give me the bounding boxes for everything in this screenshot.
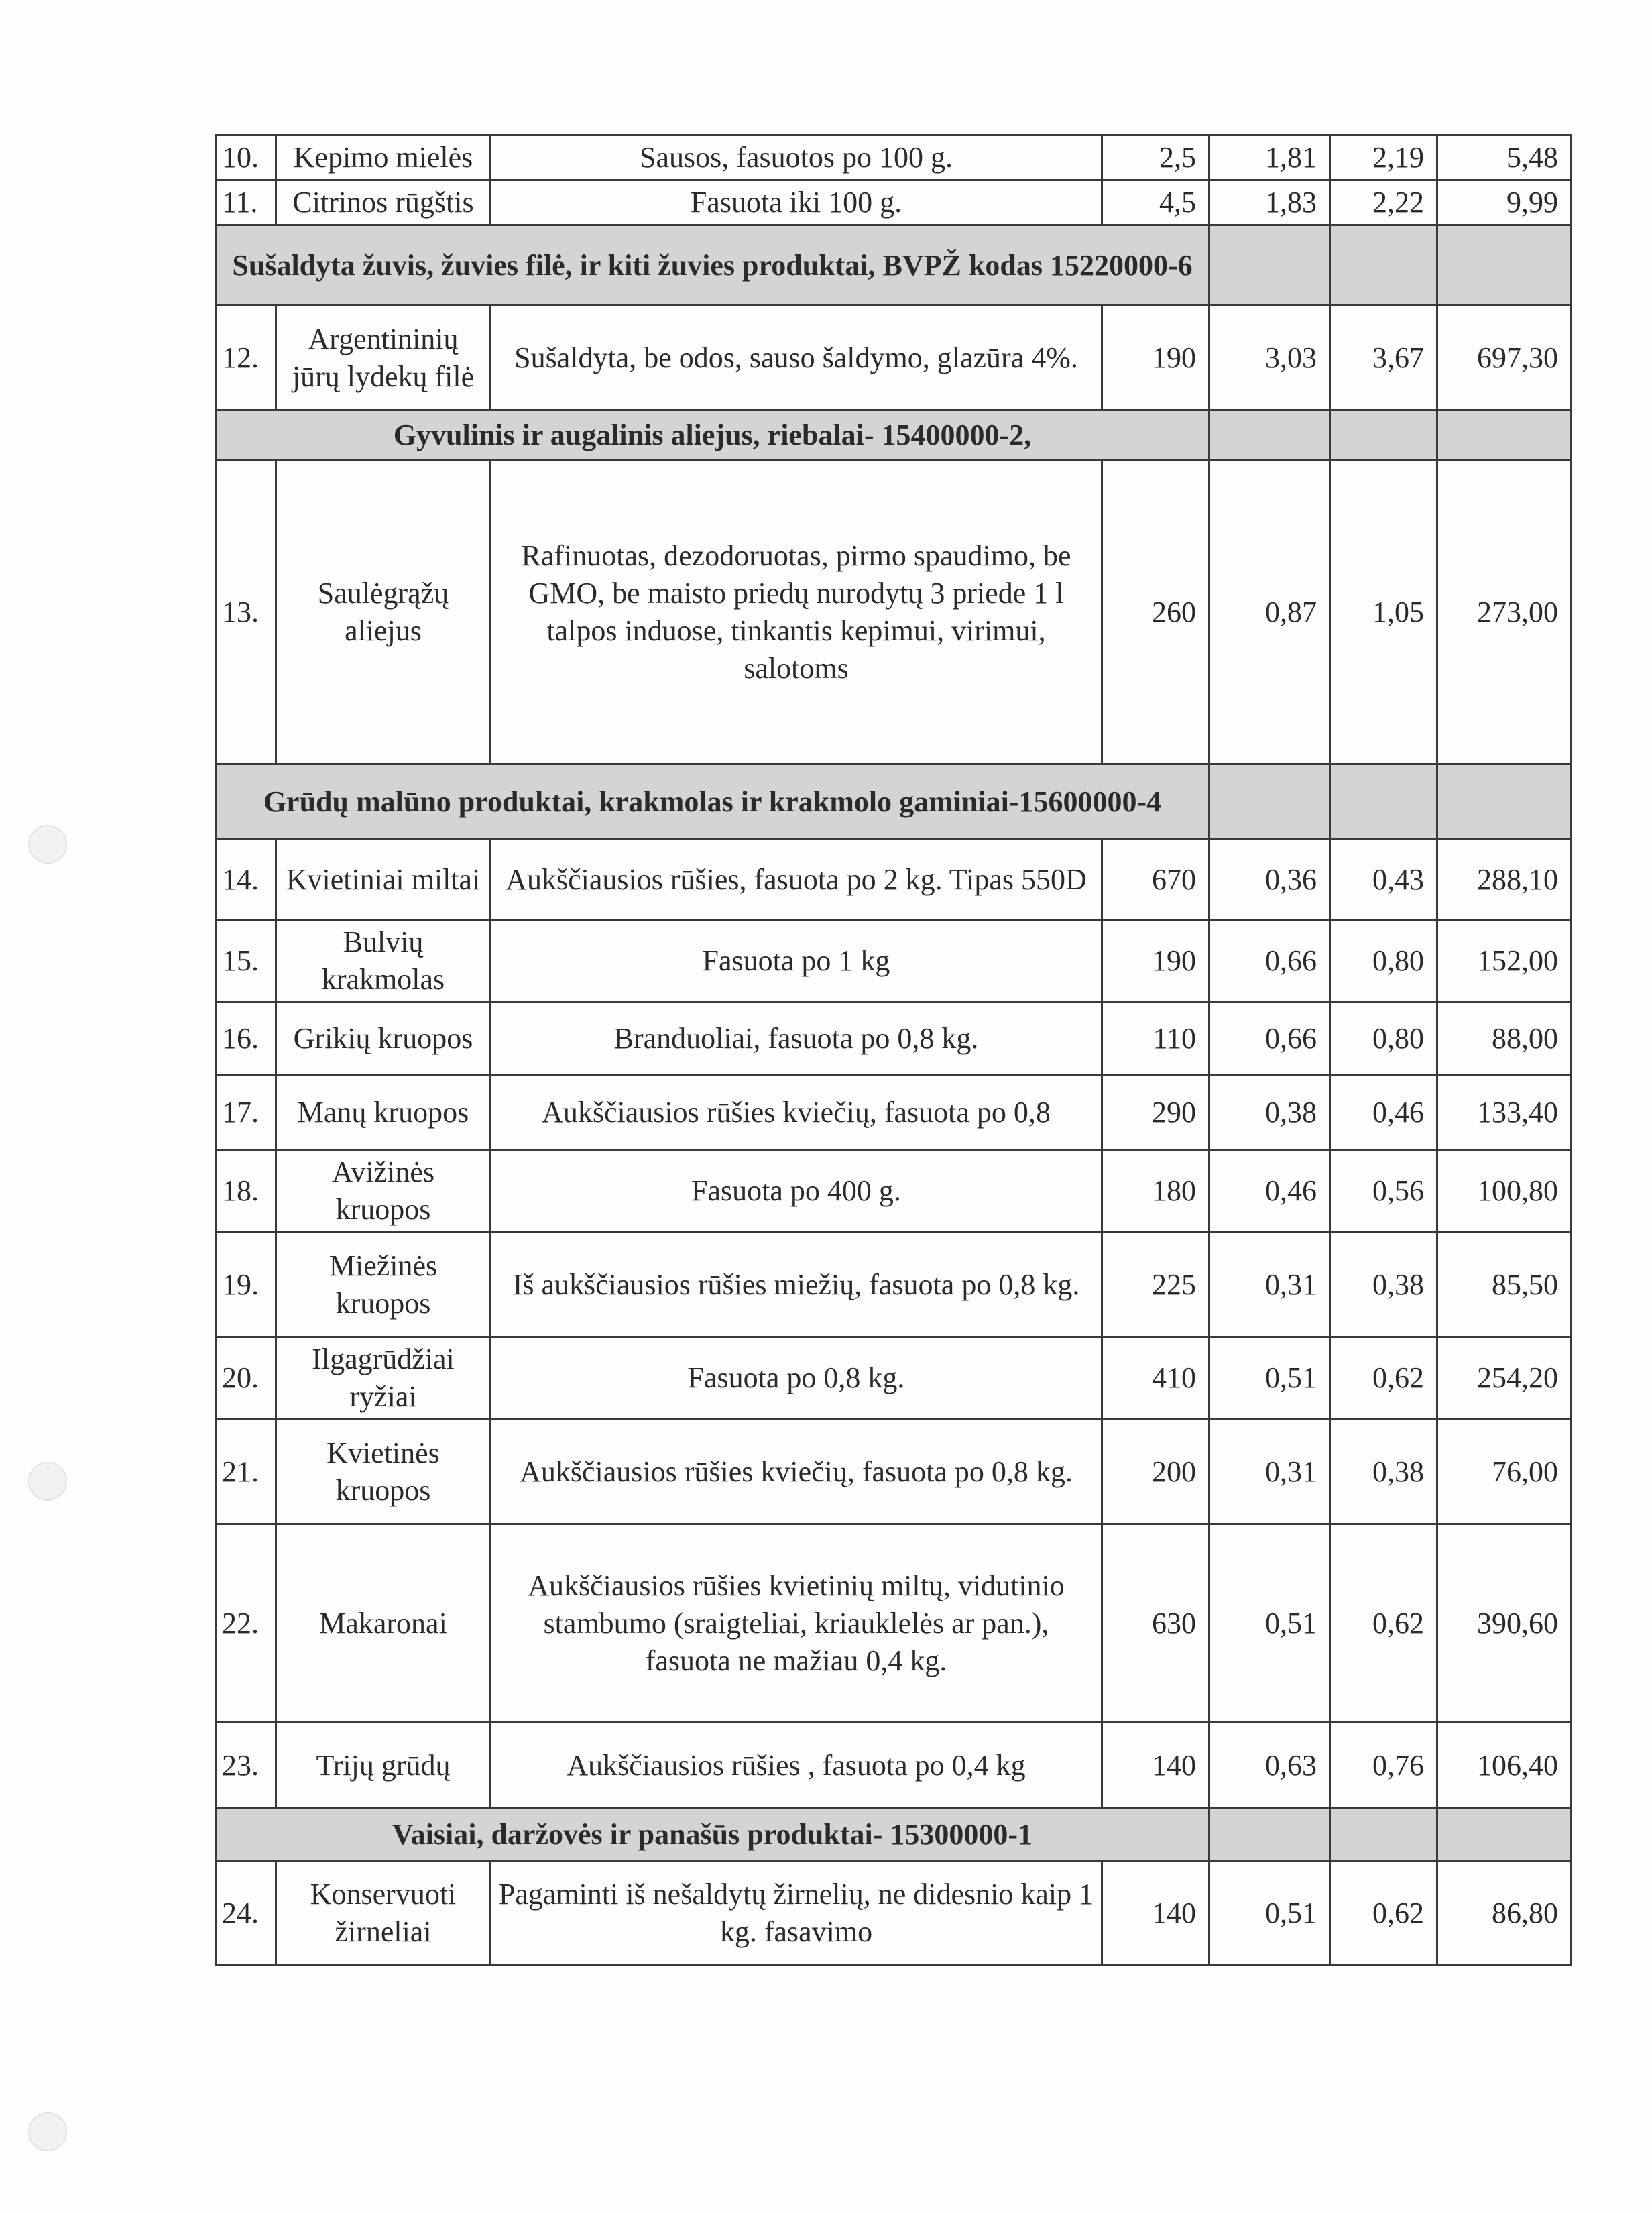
item-description: Aukščiausios rūšies, fasuota po 2 kg. Tipas 550D <box>491 840 1102 920</box>
item-number: 20. <box>216 1337 276 1420</box>
table-row <box>216 1150 1572 1233</box>
item-unit-price-vat: 2,19 <box>1330 135 1437 180</box>
item-unit-price: 0,38 <box>1210 1075 1330 1150</box>
item-unit-price-vat: 0,46 <box>1330 1075 1437 1150</box>
punch-hole <box>28 2112 67 2151</box>
item-name: Ilgagrūdžiai ryžiai <box>276 1337 491 1420</box>
item-total: 152,00 <box>1437 920 1572 1003</box>
table-row <box>216 1233 1572 1337</box>
item-description: Fasuota po 1 kg <box>491 920 1102 1003</box>
item-quantity: 190 <box>1102 920 1210 1003</box>
item-unit-price: 0,63 <box>1210 1723 1330 1809</box>
item-total: 86,80 <box>1437 1861 1572 1966</box>
section-header-row <box>216 225 1572 306</box>
section-empty-cell <box>1437 764 1572 840</box>
section-header-row <box>216 764 1572 840</box>
item-quantity: 2,5 <box>1102 135 1210 180</box>
item-name: Manų kruopos <box>276 1075 491 1150</box>
item-description: Iš aukščiausios rūšies miežių, fasuota po 0,8 kg. <box>491 1233 1102 1337</box>
item-total: 88,00 <box>1437 1003 1572 1075</box>
item-total: 390,60 <box>1437 1524 1572 1723</box>
table-row <box>216 1337 1572 1420</box>
table-row <box>216 135 1572 180</box>
item-unit-price-vat: 0,38 <box>1330 1420 1437 1524</box>
item-number: 18. <box>216 1150 276 1233</box>
section-header-row <box>216 1809 1572 1861</box>
section-title: Gyvulinis ir augalinis aliejus, riebalai- 15400000-2, <box>216 410 1210 460</box>
item-number: 22. <box>216 1524 276 1723</box>
section-empty-cell <box>1210 225 1330 306</box>
item-unit-price: 0,51 <box>1210 1861 1330 1966</box>
section-title: Vaisiai, daržovės ir panašūs produktai- 15300000-1 <box>216 1809 1210 1861</box>
item-total: 697,30 <box>1437 306 1572 410</box>
section-empty-cell <box>1437 1809 1572 1861</box>
item-unit-price-vat: 0,38 <box>1330 1233 1437 1337</box>
table-body <box>216 135 1572 1966</box>
item-number: 17. <box>216 1075 276 1150</box>
item-description: Rafinuotas, dezodoruotas, pirmo spaudimo, be GMO, be maisto priedų nurodytų 3 priede 1 l talpos induose, tinkantis kepimui, virimui, salotoms <box>491 460 1102 764</box>
item-number: 21. <box>216 1420 276 1524</box>
item-total: 9,99 <box>1437 180 1572 225</box>
item-quantity: 260 <box>1102 460 1210 764</box>
section-title: Grūdų malūno produktai, krakmolas ir krakmolo gaminiai-15600000-4 <box>216 764 1210 840</box>
item-number: 19. <box>216 1233 276 1337</box>
section-title: Sušaldyta žuvis, žuvies filė, ir kiti žuvies produktai, BVPŽ kodas 15220000-6 <box>216 225 1210 306</box>
table-row <box>216 1723 1572 1809</box>
item-unit-price: 0,51 <box>1210 1337 1330 1420</box>
table-row <box>216 180 1572 225</box>
item-unit-price: 1,83 <box>1210 180 1330 225</box>
item-unit-price-vat: 0,80 <box>1330 1003 1437 1075</box>
item-unit-price: 3,03 <box>1210 306 1330 410</box>
item-name: Saulėgrąžų aliejus <box>276 460 491 764</box>
item-unit-price-vat: 0,80 <box>1330 920 1437 1003</box>
item-total: 288,10 <box>1437 840 1572 920</box>
section-empty-cell <box>1330 764 1437 840</box>
item-name: Grikių kruopos <box>276 1003 491 1075</box>
item-total: 5,48 <box>1437 135 1572 180</box>
item-number: 10. <box>216 135 276 180</box>
item-name: Kvietiniai miltai <box>276 840 491 920</box>
item-quantity: 410 <box>1102 1337 1210 1420</box>
item-name: Trijų grūdų <box>276 1723 491 1809</box>
item-name: Bulvių krakmolas <box>276 920 491 1003</box>
section-empty-cell <box>1330 410 1437 460</box>
item-total: 273,00 <box>1437 460 1572 764</box>
item-number: 15. <box>216 920 276 1003</box>
item-number: 12. <box>216 306 276 410</box>
section-empty-cell <box>1210 410 1330 460</box>
item-name: Makaronai <box>276 1524 491 1723</box>
item-unit-price: 1,81 <box>1210 135 1330 180</box>
item-unit-price-vat: 1,05 <box>1330 460 1437 764</box>
item-unit-price: 0,66 <box>1210 920 1330 1003</box>
item-name: Argentininių jūrų lydekų filė <box>276 306 491 410</box>
section-empty-cell <box>1210 1809 1330 1861</box>
item-number: 24. <box>216 1861 276 1966</box>
item-quantity: 180 <box>1102 1150 1210 1233</box>
item-description: Fasuota po 400 g. <box>491 1150 1102 1233</box>
table-row <box>216 840 1572 920</box>
item-total: 85,50 <box>1437 1233 1572 1337</box>
item-unit-price-vat: 3,67 <box>1330 306 1437 410</box>
item-unit-price: 0,87 <box>1210 460 1330 764</box>
item-description: Aukščiausios rūšies kviečių, fasuota po 0,8 <box>491 1075 1102 1150</box>
section-header-row <box>216 410 1572 460</box>
item-name: Citrinos rūgštis <box>276 180 491 225</box>
table-row <box>216 1075 1572 1150</box>
table-row <box>216 1524 1572 1723</box>
item-quantity: 140 <box>1102 1861 1210 1966</box>
item-description: Fasuota iki 100 g. <box>491 180 1102 225</box>
item-total: 254,20 <box>1437 1337 1572 1420</box>
item-description: Sušaldyta, be odos, sauso šaldymo, glazūra 4%. <box>491 306 1102 410</box>
item-name: Konservuoti žirneliai <box>276 1861 491 1966</box>
item-unit-price-vat: 0,62 <box>1330 1524 1437 1723</box>
item-description: Aukščiausios rūšies kvietinių miltų, vidutinio stambumo (sraigteliai, kriauklelės ar pan.), fasuota ne mažiau 0,4 kg. <box>491 1524 1102 1723</box>
table-row <box>216 460 1572 764</box>
item-quantity: 110 <box>1102 1003 1210 1075</box>
item-unit-price-vat: 0,62 <box>1330 1861 1437 1966</box>
item-name: Kvietinės kruopos <box>276 1420 491 1524</box>
table-row <box>216 1420 1572 1524</box>
punch-hole <box>28 1462 67 1501</box>
item-quantity: 190 <box>1102 306 1210 410</box>
item-description: Aukščiausios rūšies kviečių, fasuota po 0,8 kg. <box>491 1420 1102 1524</box>
item-unit-price-vat: 0,76 <box>1330 1723 1437 1809</box>
item-total: 76,00 <box>1437 1420 1572 1524</box>
table-row <box>216 306 1572 410</box>
item-unit-price: 0,36 <box>1210 840 1330 920</box>
item-description: Aukščiausios rūšies , fasuota po 0,4 kg <box>491 1723 1102 1809</box>
item-quantity: 670 <box>1102 840 1210 920</box>
item-number: 14. <box>216 840 276 920</box>
item-unit-price-vat: 2,22 <box>1330 180 1437 225</box>
item-description: Fasuota po 0,8 kg. <box>491 1337 1102 1420</box>
section-empty-cell <box>1330 225 1437 306</box>
section-empty-cell <box>1330 1809 1437 1861</box>
item-unit-price: 0,51 <box>1210 1524 1330 1723</box>
section-empty-cell <box>1437 225 1572 306</box>
section-empty-cell <box>1437 410 1572 460</box>
item-quantity: 290 <box>1102 1075 1210 1150</box>
item-number: 23. <box>216 1723 276 1809</box>
item-name: Avižinės kruopos <box>276 1150 491 1233</box>
item-name: Miežinės kruopos <box>276 1233 491 1337</box>
punch-hole <box>28 825 67 864</box>
item-quantity: 140 <box>1102 1723 1210 1809</box>
item-unit-price-vat: 0,62 <box>1330 1337 1437 1420</box>
item-unit-price: 0,66 <box>1210 1003 1330 1075</box>
table-row <box>216 1003 1572 1075</box>
item-description: Sausos, fasuotos po 100 g. <box>491 135 1102 180</box>
item-quantity: 225 <box>1102 1233 1210 1337</box>
item-number: 16. <box>216 1003 276 1075</box>
table-row <box>216 1861 1572 1966</box>
item-total: 100,80 <box>1437 1150 1572 1233</box>
item-number: 11. <box>216 180 276 225</box>
item-quantity: 4,5 <box>1102 180 1210 225</box>
table-row <box>216 920 1572 1003</box>
item-total: 106,40 <box>1437 1723 1572 1809</box>
item-unit-price-vat: 0,56 <box>1330 1150 1437 1233</box>
item-description: Pagaminti iš nešaldytų žirnelių, ne didesnio kaip 1 kg. fasavimo <box>491 1861 1102 1966</box>
item-name: Kepimo mielės <box>276 135 491 180</box>
item-total: 133,40 <box>1437 1075 1572 1150</box>
item-number: 13. <box>216 460 276 764</box>
item-unit-price-vat: 0,43 <box>1330 840 1437 920</box>
item-description: Branduoliai, fasuota po 0,8 kg. <box>491 1003 1102 1075</box>
item-unit-price: 0,31 <box>1210 1420 1330 1524</box>
item-unit-price: 0,46 <box>1210 1150 1330 1233</box>
item-unit-price: 0,31 <box>1210 1233 1330 1337</box>
section-empty-cell <box>1210 764 1330 840</box>
item-quantity: 200 <box>1102 1420 1210 1524</box>
product-price-table <box>215 134 1572 1966</box>
item-quantity: 630 <box>1102 1524 1210 1723</box>
